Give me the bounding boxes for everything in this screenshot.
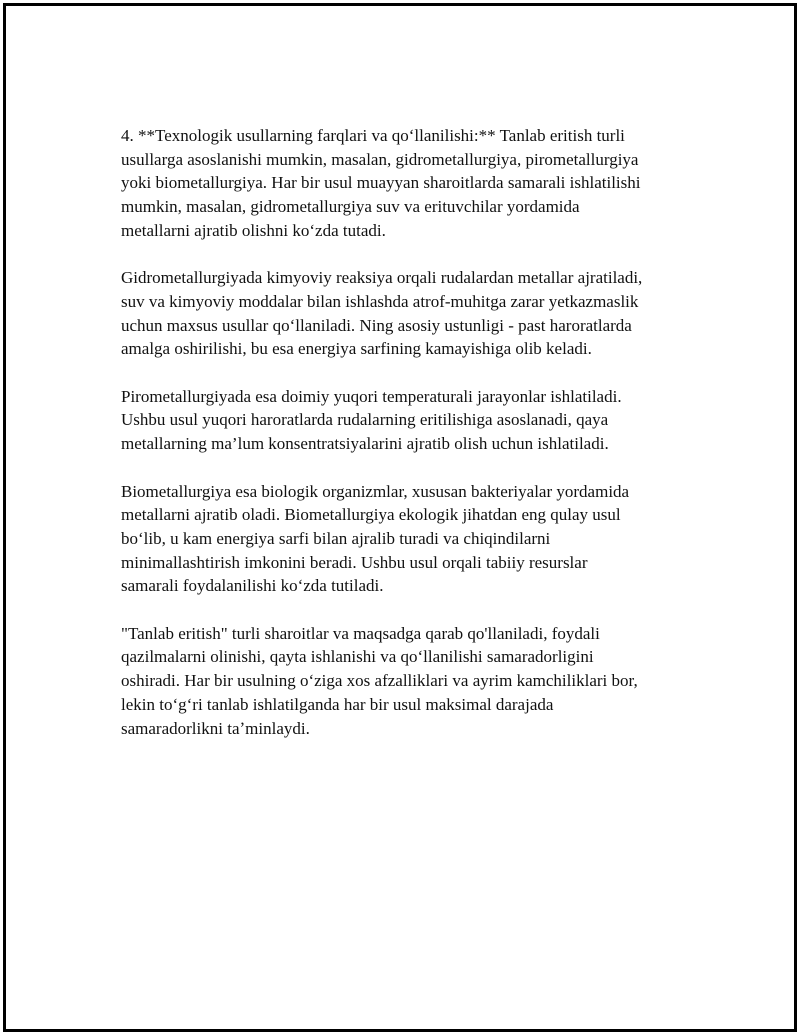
text-line: Pirometallurgiyada esa doimiy yuqori temperaturali jarayonlar ishlatiladi. (121, 386, 622, 406)
text-line: amalga oshirilishi, bu esa energiya sarfining kamayishiga olib keladi. (121, 339, 592, 359)
text-line: Gidrometallurgiyada kimyoviy reaksiya orqali rudalardan metallar ajratiladi, (121, 268, 643, 288)
text-line: oshiradi. Har bir usulning o‘ziga xos afzalliklari va ayrim kamchiliklari bor, (121, 671, 638, 691)
text-line: uchun maxsus usullar qo‘llaniladi. Ning asosiy ustunligi - past haroratlarda (121, 315, 632, 335)
text-line: qazilmalarni olinishi, qayta ishlanishi va qo‘llanilishi samaradorligini (121, 647, 594, 667)
paragraph-biometallurgy (121, 480, 721, 599)
text-line: samaradorlikni taʼminlaydi. (121, 718, 310, 738)
paragraph-technological-methods (121, 124, 721, 243)
text-line: 4. **Texnologik usullarning farqlari va qo‘llanilishi:** Tanlab eritish turli (121, 126, 625, 145)
text-line: metallarni ajratib olishni ko‘zda tutadi. (121, 220, 386, 240)
text-line: metallarning ma’lum konsentratsiyalarini ajratib olish uchun ishlatiladi. (121, 434, 609, 454)
text-line: usullarga asoslanishi mumkin, masalan, gidrometallurgiya, pirometallurgiya (121, 149, 639, 169)
text-line: mumkin, masalan, gidrometallurgiya suv va erituvchilar yordamida (121, 197, 580, 217)
page-frame (3, 3, 797, 1032)
text-line: minimallashtirish imkonini beradi. Ushbu usul orqali tabiiy resurslar (121, 552, 588, 572)
text-line: Biometallurgiya esa biologik organizmlar, xususan bakteriyalar yordamida (121, 481, 630, 501)
text-line: bo‘lib, u kam energiya sarfi bilan ajralib turadi va chiqindilarni (121, 528, 551, 548)
text-line: "Tanlab eritish" turli sharoitlar va maqsadga qarab qo'llaniladi, foydali (121, 623, 600, 643)
text-line: lekin to‘g‘ri tanlab ishlatilganda har bir usul maksimal darajada (121, 694, 554, 714)
text-line: metallarni ajratib oladi. Biometallurgiya ekologik jihatdan eng qulay usul (121, 505, 621, 525)
text-line: suv va kimyoviy moddalar bilan ishlashda atrof-muhitga zarar yetkazmaslik (121, 291, 639, 311)
text-line: yoki biometallurgiya. Har bir usul muayyan sharoitlarda samarali ishlatilishi (121, 173, 641, 193)
paragraph-conclusion (121, 622, 721, 741)
paragraph-pyrometallurgy (121, 385, 721, 456)
text-line: Ushbu usul yuqori haroratlarda rudalarning eritilishiga asoslanadi, qaya (121, 410, 609, 430)
paragraph-hydrometallurgy (121, 266, 721, 361)
document-body (121, 124, 721, 764)
text-line: samarali foydalanilishi ko‘zda tutiladi. (121, 576, 384, 596)
